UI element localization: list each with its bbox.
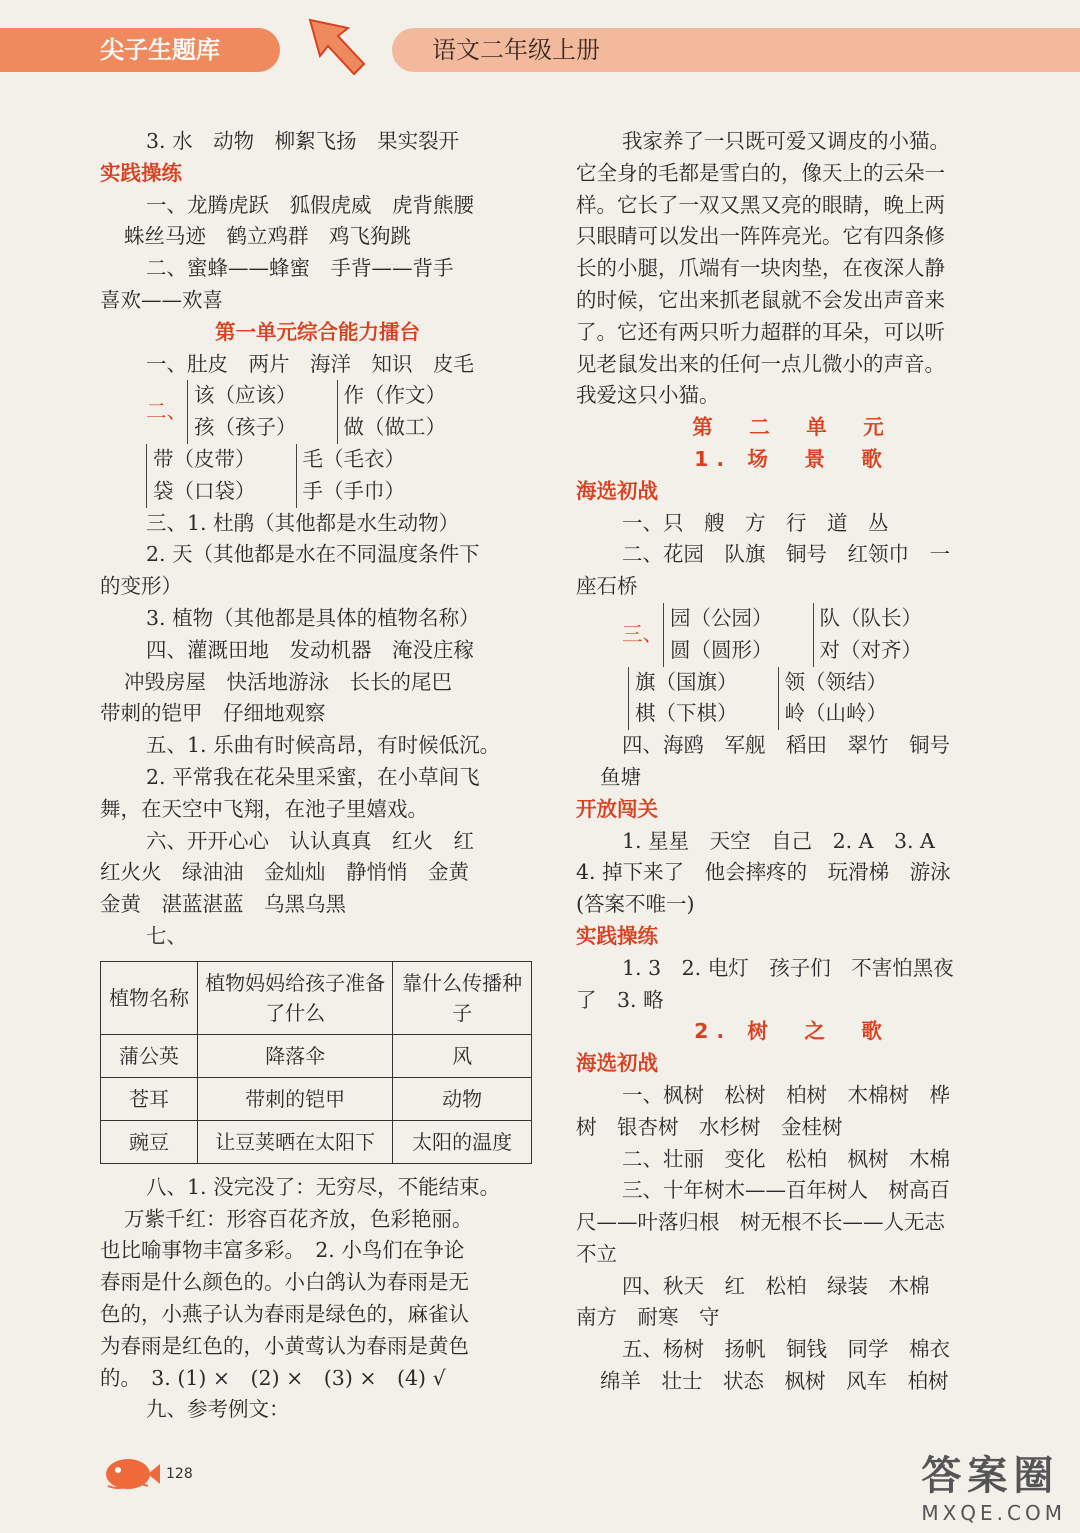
text-line: 长的小腿，爪端有一块肉垫，在夜深人静 xyxy=(576,256,945,281)
char-pair-item: 孩（孩子） xyxy=(194,415,297,440)
table-cell: 带刺的铠甲 xyxy=(198,1077,393,1120)
text-line: 舞，在天空中飞翔，在池子里嬉戏。 xyxy=(100,796,428,821)
char-pair-item: 袋（口袋） xyxy=(153,478,256,503)
table-row xyxy=(101,1120,532,1163)
text-line: 三、1. 杜鹃（其他都是水生动物） xyxy=(146,510,460,535)
text-line: 五、1. 乐曲有时候高昂，有时候低沉。 xyxy=(146,733,501,758)
table-header-cell: 植物妈妈给孩子准备了什么 xyxy=(198,961,393,1034)
table-header-cell: 靠什么传播种子 xyxy=(393,961,532,1034)
watermark xyxy=(921,1444,1066,1525)
text-line: 实践操练 xyxy=(576,923,658,948)
text-line: 喜欢——欢喜 xyxy=(100,287,223,312)
char-pair-item: 毛（毛衣） xyxy=(302,446,405,471)
char-pair-item: 岭（山岭） xyxy=(784,701,887,726)
text-line: 四、秋天 红 松柏 绿装 木棉 xyxy=(622,1273,930,1298)
char-pair-item: 领（领结） xyxy=(784,669,887,694)
text-line: 2. 天（其他都是水在不同温度条件下 xyxy=(146,542,480,567)
table-cell: 降落伞 xyxy=(198,1034,393,1077)
text-line: 它全身的毛都是雪白的，像天上的云朵一 xyxy=(576,160,945,185)
char-pair xyxy=(296,444,406,508)
text-line: 海选初战 xyxy=(576,1051,658,1076)
fish-logo-icon xyxy=(104,1452,160,1492)
text-line: 的变形） xyxy=(100,574,182,599)
char-pair xyxy=(778,667,888,731)
page-number: 128 xyxy=(166,1466,193,1482)
text-line: 一、枫树 松树 柏树 木棉树 桦 xyxy=(622,1082,950,1107)
text-line: 春雨是什么颜色的。小白鸽认为春雨是无 xyxy=(100,1270,469,1295)
text-line: 色的，小燕子认为春雨是绿色的，麻雀认 xyxy=(100,1301,469,1326)
text-line: 金黄 湛蓝湛蓝 乌黑乌黑 xyxy=(100,892,346,917)
text-line: 的时候，它出来抓老鼠就不会发出声音来 xyxy=(576,287,945,312)
text-line: 3. 植物（其他都是具体的植物名称） xyxy=(146,605,480,630)
char-pair xyxy=(628,667,738,731)
text-line: 了 3. 略 xyxy=(576,987,664,1012)
char-pair-item: 园（公园） xyxy=(670,605,773,630)
table-cell: 苍耳 xyxy=(101,1077,198,1120)
text-line: 实践操练 xyxy=(100,160,182,185)
char-pair xyxy=(337,380,447,444)
text-line: 1. 场 景 歌 xyxy=(694,446,890,471)
right-column xyxy=(576,126,1008,1398)
text-line: 五、杨树 扬帆 铜钱 同学 棉衣 xyxy=(622,1337,950,1362)
text-line: 了。它还有两只听力超群的耳朵，可以听 xyxy=(576,319,945,344)
table-cell: 太阳的温度 xyxy=(393,1120,532,1163)
text-line: 二、壮丽 变化 松柏 枫树 木棉 xyxy=(622,1146,950,1171)
watermark-title: 答案圈 xyxy=(921,1453,1060,1499)
text-line: 红火火 绿油油 金灿灿 静悄悄 金黄 xyxy=(100,860,469,885)
table-row xyxy=(101,1077,532,1120)
text-line: 第一单元综合能力擂台 xyxy=(215,319,420,344)
text-line: 带刺的铠甲 仔细地观察 xyxy=(100,701,326,726)
text-line: 4. 掉下来了 他会摔疼的 玩滑梯 游泳 xyxy=(576,860,951,885)
text-line: 鱼塘 xyxy=(600,764,641,789)
watermark-url: MXQE.COM xyxy=(921,1501,1066,1525)
label-er: 二、 xyxy=(146,399,187,424)
table-row xyxy=(101,1034,532,1077)
char-pair-item: 带（皮带） xyxy=(153,446,256,471)
char-pair xyxy=(813,603,923,667)
text-line: 开放闯关 xyxy=(576,796,658,821)
text-line: 七、 xyxy=(146,923,187,948)
text-line: 树 银杏树 水杉树 金桂树 xyxy=(576,1114,843,1139)
right-pairs-row-1 xyxy=(576,603,1008,667)
text-line: 一、肚皮 两片 海洋 知识 皮毛 xyxy=(146,351,474,376)
text-line: 我家养了一只既可爱又调皮的小猫。 xyxy=(622,129,950,153)
header-book-series: 尖子生题库 xyxy=(0,28,280,72)
text-line: 第 二 单 元 xyxy=(692,415,892,440)
text-line: 绵羊 壮士 状态 枫树 风车 柏树 xyxy=(600,1369,949,1394)
header-book-title: 语文二年级上册 xyxy=(392,28,1080,72)
char-pair-item: 对（对齐） xyxy=(819,637,922,662)
char-pair-item: 手（手巾） xyxy=(302,478,405,503)
text-line: 四、灌溉田地 发动机器 淹没庄稼 xyxy=(146,637,474,662)
text-line: 不立 xyxy=(576,1241,617,1266)
left-pairs-row-1 xyxy=(100,380,535,444)
text-line: 一、龙腾虎跃 狐假虎威 虎背熊腰 xyxy=(146,192,474,217)
table-cell: 豌豆 xyxy=(101,1120,198,1163)
text-line: 蛛丝马迹 鹤立鸡群 鸡飞狗跳 xyxy=(124,224,411,249)
text-line: 样。它长了一双又黑又亮的眼睛，晚上两 xyxy=(576,192,945,217)
table-header-cell: 植物名称 xyxy=(101,961,198,1034)
text-line: 八、1. 没完没了：无穷尽，不能结束。 xyxy=(146,1174,501,1199)
text-line: 九、参考例文： xyxy=(146,1397,290,1422)
text-line: 一、只 艘 方 行 道 丛 xyxy=(622,510,889,535)
text-line: 只眼睛可以发出一阵阵亮光。它有四条修 xyxy=(576,224,945,249)
table-cell: 动物 xyxy=(393,1077,532,1120)
text-line: (答案不唯一) xyxy=(576,892,695,917)
char-pair-item: 该（应该） xyxy=(194,383,297,408)
text-line: 见老鼠发出来的任何一点儿微小的声音。 xyxy=(576,351,945,376)
text-line: 为春雨是红色的，小黄莺认为春雨是黄色 xyxy=(100,1333,469,1358)
plant-table xyxy=(100,961,532,1164)
char-pair-item: 旗（国旗） xyxy=(635,669,738,694)
text-line: 2. 平常我在花朵里采蜜，在小草间飞 xyxy=(146,764,480,789)
char-pair-item: 作（作文） xyxy=(343,383,446,408)
text-line: 六、开开心心 认认真真 红火 红 xyxy=(146,828,474,853)
text-line: 3. 水 动物 柳絮飞扬 果实裂开 xyxy=(146,129,460,153)
text-line: 万紫千红：形容百花齐放，色彩艳丽。 xyxy=(124,1206,473,1231)
text-line: 二、蜜蜂——蜂蜜 手背——背手 xyxy=(146,256,454,281)
table-cell: 风 xyxy=(393,1034,532,1077)
text-line: 的。 3. (1) × (2) × (3) × (4) √ xyxy=(100,1365,446,1390)
text-line: 冲毁房屋 快活地游泳 长长的尾巴 xyxy=(124,669,452,694)
table-cell: 让豆荚晒在太阳下 xyxy=(198,1120,393,1163)
text-line: 尺——叶落归根 树无根不长——人无志 xyxy=(576,1210,945,1235)
char-pair-item: 圆（圆形） xyxy=(670,637,773,662)
text-line: 我爱这只小猫。 xyxy=(576,383,720,408)
text-line: 也比喻事物丰富多彩。 2. 小鸟们在争论 xyxy=(100,1238,465,1263)
text-line: 2. 树 之 歌 xyxy=(694,1019,890,1044)
text-line: 四、海鸥 军舰 稻田 翠竹 铜号 xyxy=(622,733,950,758)
arrow-up-left-icon xyxy=(304,14,368,78)
text-line: 座石桥 xyxy=(576,574,638,599)
left-column xyxy=(100,126,535,1426)
right-pairs-row-2 xyxy=(576,667,1008,731)
table-cell: 蒲公英 xyxy=(101,1034,198,1077)
text-line: 南方 耐寒 守 xyxy=(576,1305,720,1330)
char-pair-item: 队（队长） xyxy=(819,605,922,630)
char-pair-item: 做（做工） xyxy=(343,415,446,440)
char-pair xyxy=(663,603,773,667)
char-pair xyxy=(187,380,297,444)
text-line: 1. 星星 天空 自己 2. A 3. A xyxy=(622,828,935,853)
left-pairs-row-2 xyxy=(100,444,535,508)
char-pair-item: 棋（下棋） xyxy=(635,701,738,726)
text-line: 二、花园 队旗 铜号 红领巾 一 xyxy=(622,542,950,567)
table-header-row xyxy=(101,961,532,1034)
text-line: 海选初战 xyxy=(576,478,658,503)
label-san: 三、 xyxy=(622,621,663,646)
char-pair xyxy=(146,444,256,508)
text-line: 1. 3 2. 电灯 孩子们 不害怕黑夜 xyxy=(622,955,954,980)
text-line: 三、十年树木——百年树人 树高百 xyxy=(622,1178,950,1203)
